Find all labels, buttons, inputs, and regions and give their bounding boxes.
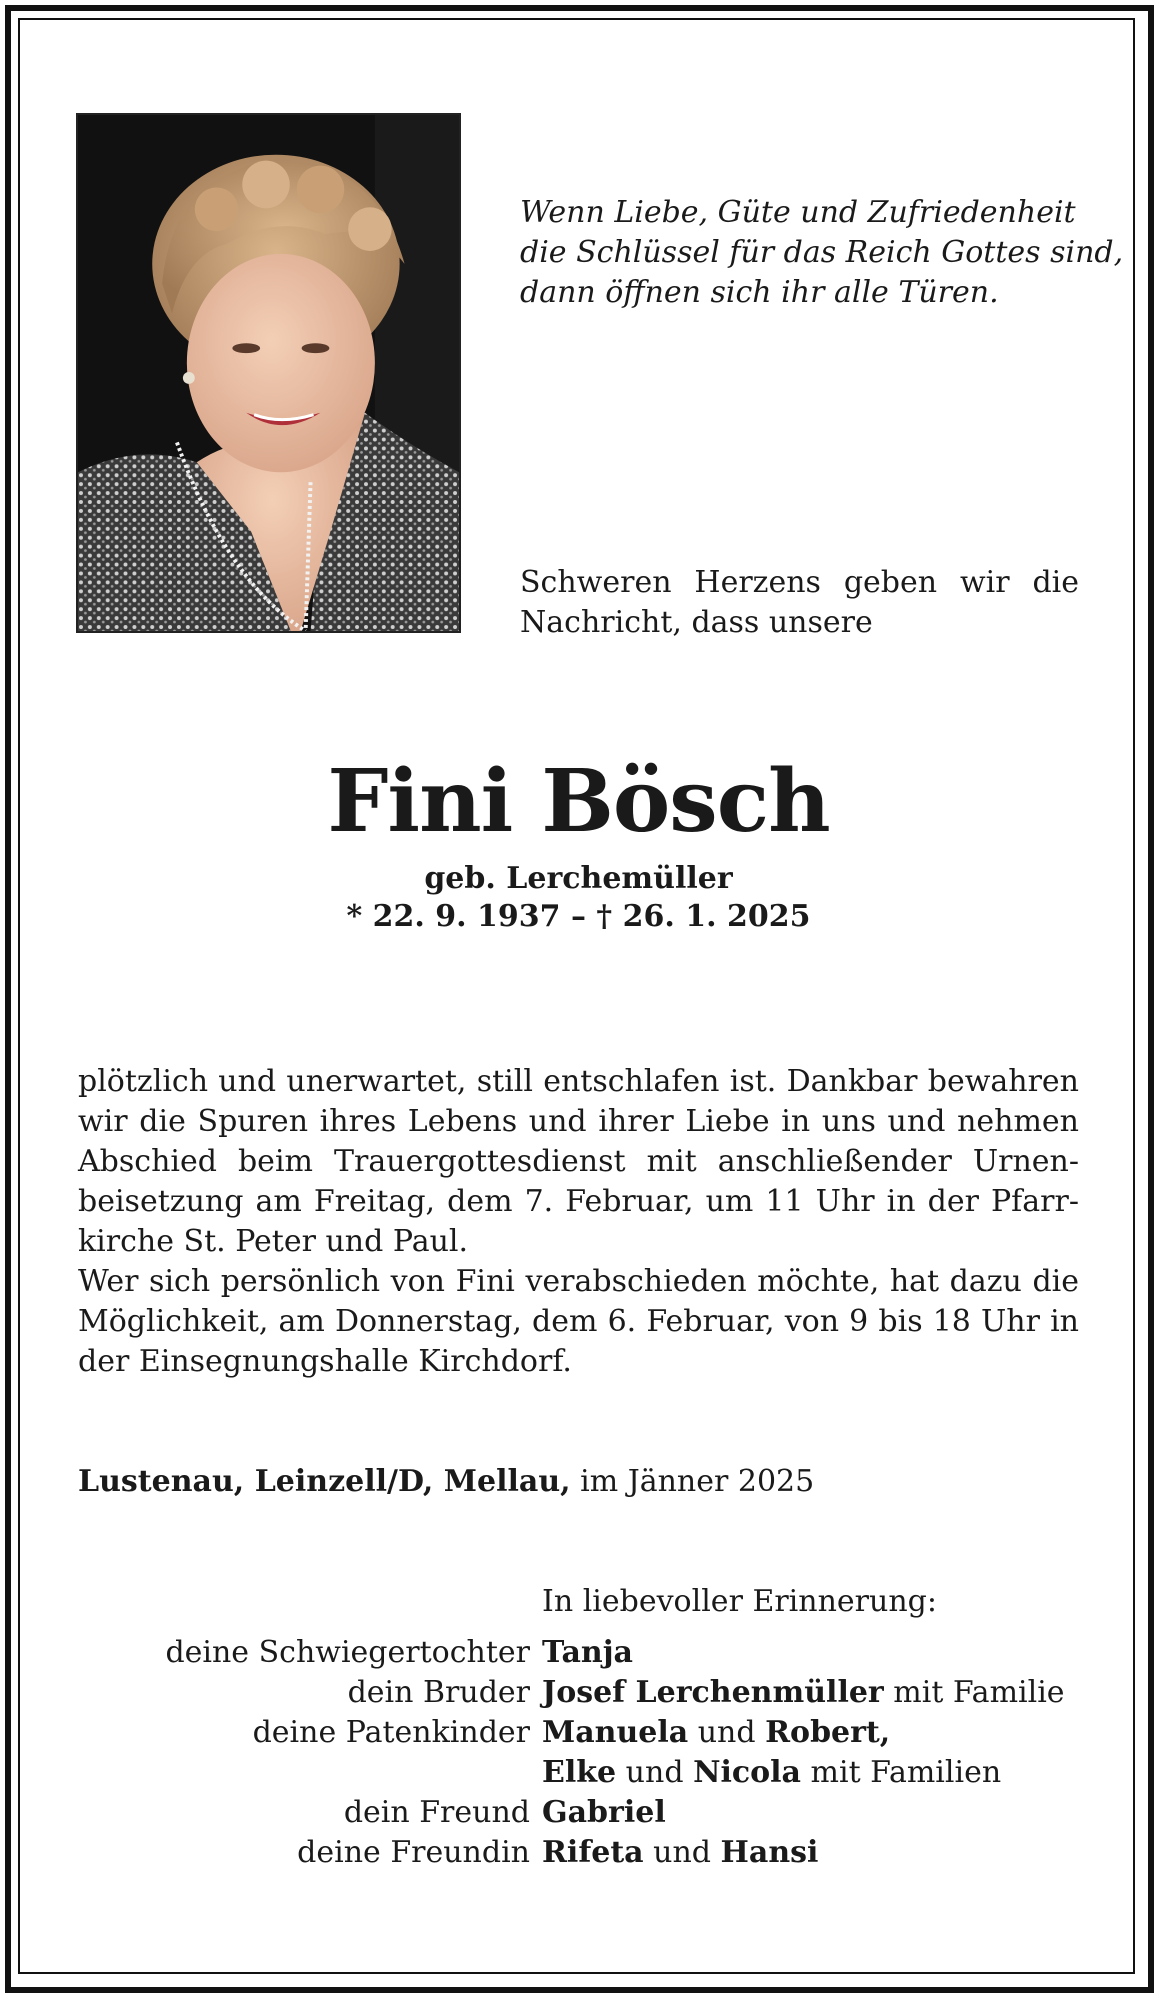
memorial-quote [520, 193, 1124, 313]
mourner-relation: deine Schwiegertochter [165, 1635, 530, 1670]
mourner-relation: deine Freundin [297, 1835, 530, 1870]
quote-line: dann öffnen sich ihr alle Türen. [520, 275, 999, 310]
body-line: Wer sich persönlich von Fini verabschieden möchte, hat dazu die [78, 1264, 1079, 1299]
month-year: im Jänner 2025 [570, 1464, 815, 1499]
mourner-name: Gabriel [542, 1795, 666, 1830]
mourner-text: und [643, 1835, 721, 1870]
body-line: Möglichkeit, am Donnerstag, dem 6. Februar, von 9 bis 18 Uhr in [78, 1304, 1079, 1339]
places: Lustenau, Leinzell/D, Mellau, [78, 1464, 571, 1499]
mourner-text: mit Familien [801, 1755, 1002, 1790]
mourners-list [78, 1633, 1118, 1873]
mourner-row [78, 1633, 1118, 1673]
intro-line: Schweren Herzens geben wir die [520, 565, 1079, 600]
mourner-name: Hansi [720, 1835, 819, 1870]
mourner-name: Nicola [693, 1755, 801, 1790]
portrait-photo [76, 113, 461, 633]
mourner-name: Manuela [542, 1715, 689, 1750]
mourner-names [542, 1673, 1065, 1713]
mourner-relation: dein Bruder [347, 1675, 530, 1710]
mourner-row [78, 1833, 1118, 1873]
mourner-text: mit Familie [883, 1675, 1065, 1710]
mourner-row [78, 1713, 1118, 1753]
mourner-text: und [688, 1715, 766, 1750]
body-line: wir die Spuren ihres Lebens und ihrer Liebe in uns und nehmen [78, 1104, 1079, 1139]
mourner-row [78, 1793, 1118, 1833]
announcement-intro [520, 563, 1079, 643]
body-line: der Einsegnungshalle Kirchdorf. [78, 1344, 572, 1379]
mourner-name: Josef Lerchenmüller [542, 1675, 884, 1710]
mourner-name: Robert, [765, 1715, 891, 1750]
body-line: plötzlich und unerwartet, still entschlafen ist. Dankbar bewahren [78, 1064, 1079, 1099]
body-line: kirche St. Peter und Paul. [78, 1224, 469, 1259]
place-and-date [78, 1462, 814, 1502]
mourner-text: und [616, 1755, 694, 1790]
deceased-name: Fini Bösch [327, 751, 830, 852]
mourner-names [542, 1713, 890, 1753]
body-line: beisetzung am Freitag, dem 7. Februar, um 11 Uhr in der Pfarr- [78, 1184, 1079, 1219]
maiden-name: geb. Lerchemüller [424, 861, 733, 896]
mourner-row [78, 1753, 1118, 1793]
mourner-relation [78, 1753, 542, 1793]
mourner-name: Elke [542, 1755, 617, 1790]
intro-line: Nachricht, dass unsere [520, 605, 873, 640]
mourner-name: Rifeta [542, 1835, 644, 1870]
mourner-names [542, 1833, 818, 1873]
mourner-names [542, 1793, 666, 1833]
mourner-relation: dein Freund [343, 1795, 530, 1830]
mourner-names [542, 1753, 1001, 1793]
quote-line: Wenn Liebe, Güte und Zufriedenheit [520, 195, 1076, 230]
life-dates: * 22. 9. 1937 – † 26. 1. 2025 [346, 899, 811, 934]
mourner-row [78, 1673, 1118, 1713]
mourner-relation: deine Patenkinder [252, 1715, 530, 1750]
mourner-name: Tanja [542, 1635, 633, 1670]
announcement-body [78, 1062, 1079, 1382]
body-line: Abschied beim Trauergottesdienst mit anschließender Urnen- [78, 1144, 1079, 1179]
mourner-names [542, 1633, 633, 1673]
memory-heading: In liebevoller Erinnerung: [542, 1584, 937, 1619]
quote-line: die Schlüssel für das Reich Gottes sind, [520, 235, 1124, 270]
